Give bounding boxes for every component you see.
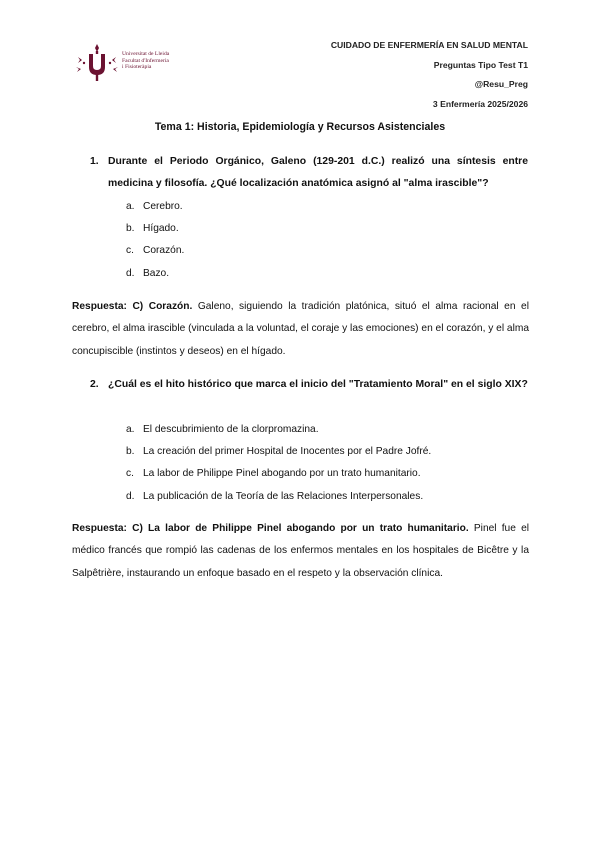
option-b xyxy=(126,218,526,240)
option-a xyxy=(126,196,526,218)
option-letter: d. xyxy=(126,490,135,502)
university-logo xyxy=(74,42,194,84)
option-text: La publicación de la Teoría de las Relaciones Interpersonales. xyxy=(143,490,424,502)
question-number: 2. xyxy=(90,379,99,390)
question-text: ¿Cuál es el hito histórico que marca el inicio del "Tratamiento Moral" en el siglo XIX? xyxy=(108,379,528,390)
option-d xyxy=(126,263,526,285)
option-c xyxy=(126,240,526,262)
option-text: La creación del primer Hospital de Inocentes por el Padre Jofré. xyxy=(143,446,432,458)
answer-2 xyxy=(72,518,529,585)
option-b xyxy=(126,441,526,463)
option-letter: c. xyxy=(126,245,134,257)
option-text: El descubrimiento de la clorpromazina. xyxy=(143,424,319,435)
option-a xyxy=(126,419,526,441)
question-2 xyxy=(90,374,528,396)
option-text: Bazo. xyxy=(143,267,170,279)
logo-text xyxy=(122,51,169,71)
option-d xyxy=(126,486,526,508)
answer-label: Respuesta: C) Corazón. xyxy=(72,301,193,312)
option-letter: a. xyxy=(126,201,135,212)
question-1 xyxy=(90,151,528,195)
logo-line-2: Facultat d'Infermeria xyxy=(122,57,169,64)
question-1-options xyxy=(126,196,526,285)
question-2-options xyxy=(126,419,526,508)
option-c xyxy=(126,463,526,485)
question-number: 1. xyxy=(90,156,99,167)
logo-line-3: i Fisioteràpia xyxy=(122,64,152,71)
option-text: Corazón. xyxy=(143,245,185,257)
logo-line-1: Universitat de Lleida xyxy=(122,51,170,57)
option-text: Cerebro. xyxy=(143,201,183,212)
answer-label: Respuesta: C) La labor de Philippe Pinel abogando por un trato humanitario. xyxy=(72,523,469,534)
option-text: La labor de Philippe Pinel abogando por un trato humanitario. xyxy=(143,468,421,480)
question-text: Durante el Periodo Orgánico, Galeno (129-201 d.C.) realizó una síntesis entre medicina y filosofía. ¿Qué localización anatómica asignó al "alma irascible"? xyxy=(108,156,528,189)
answer-1 xyxy=(72,296,529,363)
header-subtitle: Preguntas Tipo Test T1 xyxy=(433,59,528,70)
answer-text: Pinel fue el médico francés que rompió las cadenas de los enfermos mentales en los hospitales de Bicêtre y la Salpêtrière, instaurando un enfoque basado en el respeto y la observación clínica. xyxy=(72,523,530,579)
header-course: 3 Enfermería 2025/2026 xyxy=(432,98,528,109)
topic-title: Tema 1: Historia, Epidemiología y Recursos Asistenciales xyxy=(154,121,446,133)
answer-text: Galeno, siguiendo la tradición platónica, situó el alma racional en el cerebro, el alma irascible (vinculada a la voluntad, el coraje y las emociones) en el corazón, y el alma concupiscible (instintos y deseos) en el hígado. xyxy=(72,301,529,357)
header-title: CUIDADO DE ENFERMERÍA EN SALUD MENTAL xyxy=(330,40,528,50)
option-text: Hígado. xyxy=(143,223,179,235)
option-letter: b. xyxy=(126,446,135,458)
document-header xyxy=(331,36,528,114)
option-letter: a. xyxy=(126,424,135,435)
option-letter: b. xyxy=(126,223,135,235)
option-letter: c. xyxy=(126,468,134,480)
header-handle: @Resu_Preg xyxy=(474,79,528,89)
university-emblem-icon xyxy=(74,42,120,82)
option-letter: d. xyxy=(126,267,135,279)
